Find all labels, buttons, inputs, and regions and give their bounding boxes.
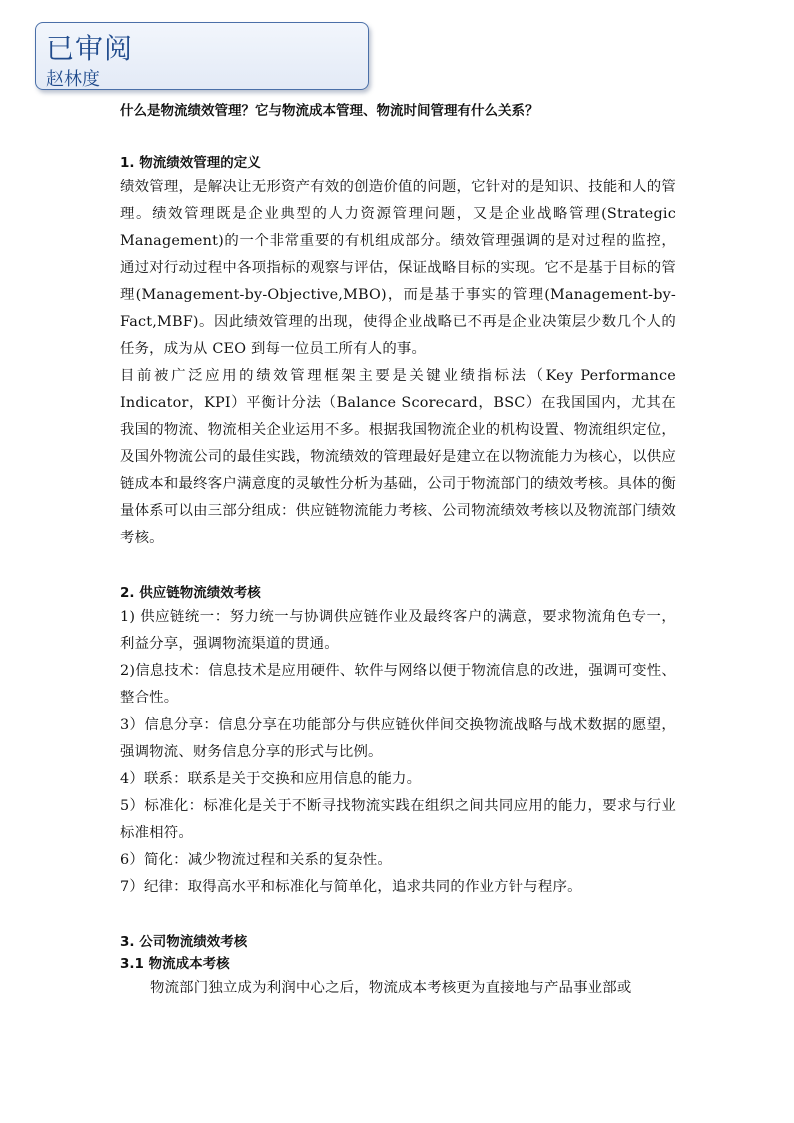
list-item: 7）纪律：取得高水平和标准化与简单化，追求共同的作业方针与程序。 [120,879,582,895]
list-item: 2)信息技术：信息技术是应用硬件、软件与网络以便于物流信息的改进，强调可变性、整合性。 [120,663,676,706]
review-stamp [35,22,369,90]
stamp-title: 已审阅 [46,32,134,65]
section-1-heading: 1. 物流绩效管理的定义 [120,155,261,171]
list-item: 5）标准化：标准化是关于不断寻找物流实践在组织之间共同应用的能力，要求与行业标准相符。 [120,798,676,841]
list-item: 1) 供应链统一：努力统一与协调供应链作业及最终客户的满意，要求物流角色专一，利益分享，强调物流渠道的贯通。 [120,609,676,652]
list-item: 4）联系：联系是关于交换和应用信息的能力。 [120,771,422,787]
section-2-heading: 2. 供应链物流绩效考核 [120,585,261,601]
list-item: 3）信息分享：信息分享在功能部分与供应链伙伴间交换物流战略与战术数据的愿望，强调物流、财务信息分享的形式与比例。 [120,717,676,760]
section-1-paragraph-1: 绩效管理，是解决让无形资产有效的创造价值的问题，它针对的是知识、技能和人的管理。绩效管理既是企业典型的人力资源管理问题，又是企业战略管理(Strategic Management)的一个非常重要的有机组成部分。绩效管理强调的是对过程的监控，通过对行动过程中各项指标的观察与评估，保证战略目标的实现。它不是基于目标的管理(Management-by-Objective,MBO)，而是基于事实的管理(Management-by-Fact,MBF)。因此绩效管理的出现，使得企业战略已不再是企业决策层少数几个人的任务，成为从 CEO 到每一位员工所有人的事。 [120,179,676,357]
section-3-heading: 3. 公司物流绩效考核 [120,934,248,950]
section-1-paragraph-2: 目前被广泛应用的绩效管理框架主要是关键业绩指标法（Key Performance Indicator，KPI）平衡计分法（Balance Scorecard，BSC）在我国国内，尤其在我国的物流、物流相关企业运用不多。根据我国物流企业的机构设置、物流组织定位，及国外物流公司的最佳实践，物流绩效的管理最好是建立在以物流能力为核心，以供应链成本和最终客户满意度的灵敏性分析为基础，公司于物流部门的绩效考核。具体的衡量体系可以由三部分组成：供应链物流能力考核、公司物流绩效考核以及物流部门绩效考核。 [120,368,676,546]
list-item: 6）简化：减少物流过程和关系的复杂性。 [120,852,392,868]
section-3-1-subheading: 3.1 物流成本考核 [120,956,230,972]
section-3-1-paragraph: 物流部门独立成为利润中心之后，物流成本考核更为直接地与产品事业部或 [150,980,632,996]
document-body [120,100,676,1002]
stamp-reviewer: 赵林度 [46,69,100,90]
document-title: 什么是物流绩效管理？它与物流成本管理、物流时间管理有什么关系？ [120,103,539,119]
